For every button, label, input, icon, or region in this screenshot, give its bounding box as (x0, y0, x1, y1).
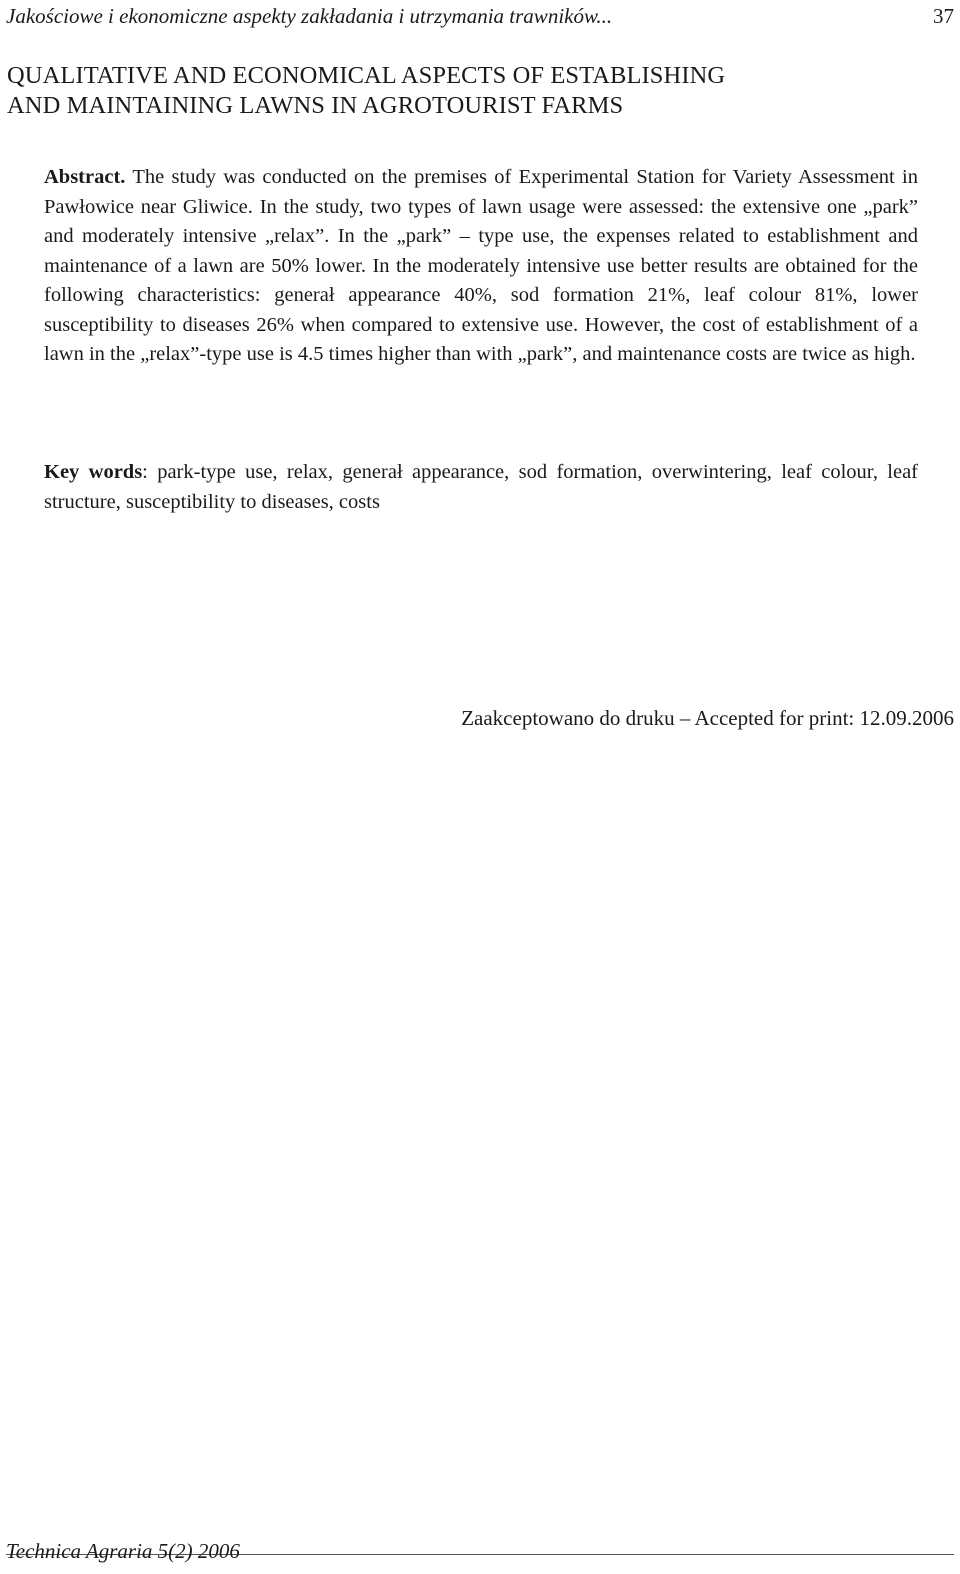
accepted-note: Zaakceptowano do druku – Accepted for print: 12.09.2006 (461, 706, 954, 730)
running-head (6, 2, 954, 30)
keywords-label: Key words (44, 461, 143, 483)
abstract-label: Abstract. (44, 166, 126, 188)
keywords-text: : park-type use, relax, generał appearance, sod formation, overwintering, leaf colour, leaf structure, susceptibility to diseases, costs (44, 461, 919, 513)
article-title-line-2: AND MAINTAINING LAWNS IN AGROTOURIST FARMS (7, 92, 624, 119)
keywords (44, 458, 918, 517)
running-head-title: Jakościowe i ekonomiczne aspekty zakładania i utrzymania trawników... (6, 4, 613, 28)
page-number: 37 (933, 4, 954, 28)
abstract (44, 163, 918, 370)
article-title (7, 61, 947, 121)
journal-footer: Technica Agraria 5(2) 2006 (6, 1539, 240, 1563)
article-title-line-1: QUALITATIVE AND ECONOMICAL ASPECTS OF ESTABLISHING (7, 62, 726, 89)
abstract-text: The study was conducted on the premises of Experimental Station for Variety Assessment in Pawłowice near Gliwice. In the study, two types of lawn usage were assessed: the extensive one „park” and moderately intensive „relax”. In the „park” – type use, the expenses related to establishment and maintenance of a lawn are 50% lower. In the moderately intensive use better results are obtained for the following characteristics: generał appearance 40%, sod formation 21%, leaf colour 81%, lower susceptibility to diseases 26% when compared to extensive use. However, the cost of establishment of a lawn in the „relax”-type use is 4.5 times higher than with „park”, and maintenance costs are twice as high. (44, 166, 918, 365)
